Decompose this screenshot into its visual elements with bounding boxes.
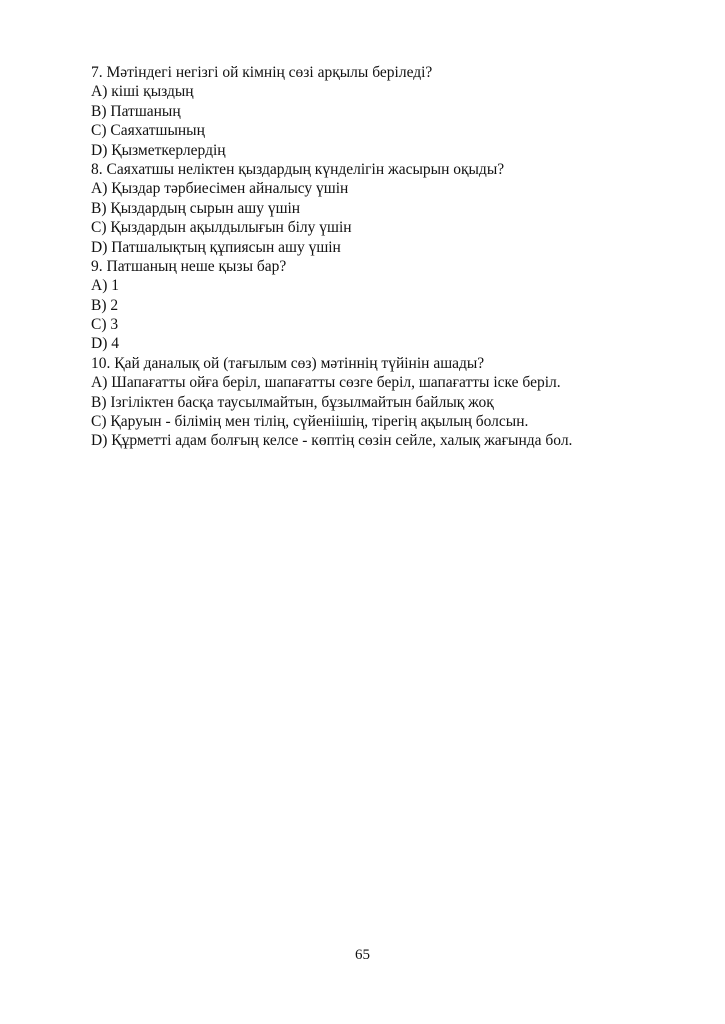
answer-option-a: A) Шапағатты ойға беріл, шапағатты сөзге беріл, шапағатты іске беріл. <box>91 374 561 392</box>
question-10 <box>91 354 681 451</box>
answer-option-c: C) 3 <box>91 316 119 334</box>
answer-option-a: A) 1 <box>91 277 119 295</box>
answer-option-d: D) 4 <box>91 335 119 353</box>
question-prompt: 10. Қай даналық ой (тағылым сөз) мәтіннің түйінін ашады? <box>91 354 485 372</box>
page-number: 65 <box>355 947 370 963</box>
answer-option-c: C) Саяхатшының <box>91 122 205 140</box>
question-list <box>91 63 681 451</box>
answer-option-a: A) кіші қыздың <box>91 83 194 101</box>
answer-option-c: C) Қаруын - білімің мен тілің, сүйеніішің, тірегің ақылың болсын. <box>91 413 529 431</box>
answer-option-a: A) Қыздар тәрбиесімен айналысу үшін <box>91 180 349 198</box>
question-prompt: 7. Мәтіндегі негізгі ой кімнің сөзі арқылы беріледі? <box>91 64 433 81</box>
answer-option-d: D) Патшалықтың құпиясын ашу үшін <box>91 238 341 256</box>
answer-option-b: B) Ізгіліктен басқа таусылмайтын, бұзылмайтын байлық жоқ <box>91 393 494 411</box>
question-9 <box>91 257 681 354</box>
question-prompt: 8. Саяхатшы неліктен қыздардың күнделігін жасырын оқыды? <box>91 160 505 178</box>
answer-option-b: B) Патшаның <box>91 102 181 120</box>
answer-option-b: B) 2 <box>91 296 119 314</box>
answer-option-b: B) Қыздардың сырын ашу үшін <box>91 199 301 217</box>
question-7 <box>91 63 681 160</box>
answer-option-c: C) Қыздардын ақылдылығын білу үшін <box>91 219 352 237</box>
question-8 <box>91 160 681 257</box>
answer-option-d: D) Құрметті адам болғың келсе - көптің сөзін сейле, халық жағында бол. <box>91 432 573 450</box>
question-prompt: 9. Патшаның неше қызы бар? <box>91 257 287 275</box>
answer-option-d: D) Қызметкерлердің <box>91 141 226 159</box>
